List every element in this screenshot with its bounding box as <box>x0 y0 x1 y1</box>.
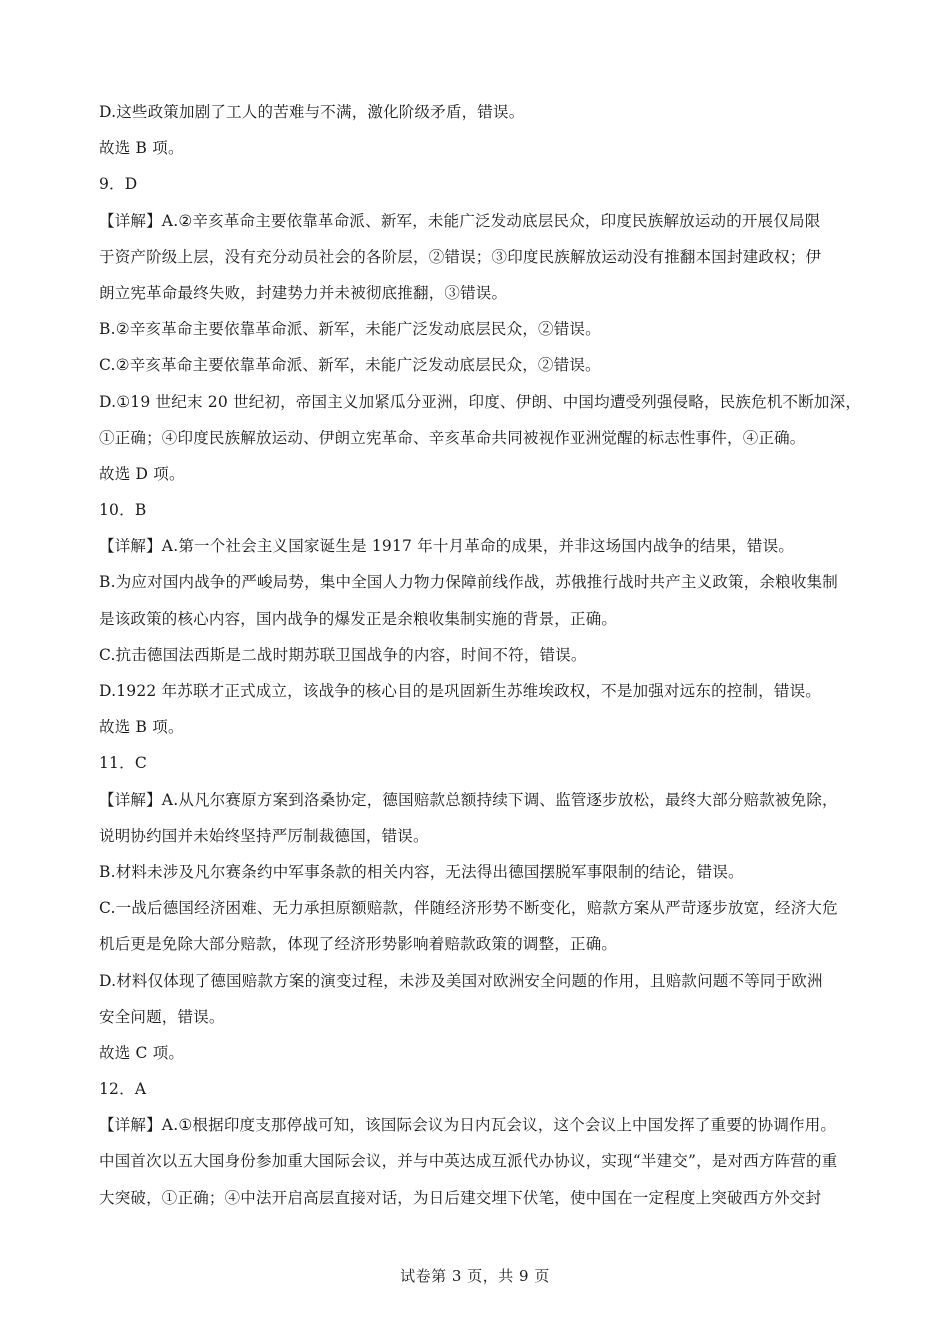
text-line: 中国首次以五大国身份参加重大国际会议，并与中英达成互派代办协议，实现“半建交”，是对西方阵营的重 <box>99 1152 838 1171</box>
text-line: 【详解】A.从凡尔赛原方案到洛桑协定，德国赔款总额持续下调、监管逐步放松，最终大部分赔款被免除， <box>99 790 838 809</box>
text-line: 故选 D 项。 <box>99 464 185 483</box>
text-line: B.为应对国内战争的严峻局势，集中全国人力物力保障前线作战，苏俄推行战时共产主义政策，余粮收集制 <box>99 573 838 592</box>
text-line: C.②辛亥革命主要依靠革命派、新军，未能广泛发动底层民众，②错误。 <box>99 356 601 375</box>
text-line: 大突破，①正确；④中法开启高层直接对话，为日后建交埋下伏笔，使中国在一定程度上突破西方外交封 <box>99 1188 822 1207</box>
question-answer-heading: 9．D <box>99 175 138 194</box>
text-line: D.①19 世纪末 20 世纪初，帝国主义加紧瓜分亚洲，印度、伊朗、中国均遭受列强侵略，民族危机不断加深， <box>99 392 862 411</box>
text-line: 故选 B 项。 <box>99 718 184 737</box>
text-line: 【详解】A.②辛亥革命主要依靠革命派、新军，未能广泛发动底层民众，印度民族解放运动的开展仅局限 <box>99 211 821 230</box>
text-line: 机后更是免除大部分赔款，体现了经济形势影响着赔款政策的调整，正确。 <box>99 935 618 954</box>
answer-explanations <box>99 94 869 1216</box>
text-line: 【详解】A.①根据印度支那停战可知，该国际会议为日内瓦会议，这个会议上中国发挥了重要的协调作用。 <box>99 1116 837 1135</box>
text-line: D.这些政策加剧了工人的苦难与不满，激化阶级矛盾，错误。 <box>99 103 525 121</box>
text-line: D.1922 年苏联才正式成立，该战争的核心目的是巩固新生苏维埃政权，不是加强对远东的控制，错误。 <box>99 682 821 700</box>
text-line: C.抗击德国法西斯是二战时期苏联卫国战争的内容，时间不符，错误。 <box>99 645 587 664</box>
question-answer-heading: 10．B <box>99 501 147 520</box>
text-line: ①正确；④印度民族解放运动、伊朗立宪革命、辛亥革命共同被视作亚洲觉醒的标志性事件，④正确。 <box>99 428 806 447</box>
text-line: D.材料仅体现了德国赔款方案的演变过程，未涉及美国对欧洲安全问题的作用，且赔款问题不等同于欧洲 <box>99 971 823 990</box>
text-line: 【详解】A.第一个社会主义国家诞生是 1917 年十月革命的成果，并非这场国内战争的结果，错误。 <box>99 537 795 556</box>
text-line: 安全问题，错误。 <box>99 1007 225 1026</box>
text-line: 故选 B 项。 <box>99 139 184 158</box>
text-line: C.一战后德国经济困难、无力承担原额赔款，伴随经济形势不断变化，赔款方案从严苛逐步放宽，经济大危 <box>99 899 838 918</box>
page-footer: 试卷第 3 页，共 9 页 <box>400 1267 550 1285</box>
text-line: 朗立宪革命最终失败，封建势力并未被彻底推翻，③错误。 <box>99 283 508 302</box>
text-line: B.材料未涉及凡尔赛条约中军事条款的相关内容，无法得出德国摆脱军事限制的结论，错误。 <box>99 862 744 881</box>
text-line: 故选 C 项。 <box>99 1043 185 1062</box>
text-line: 是该政策的核心内容，国内战争的爆发正是余粮收集制实施的背景，正确。 <box>99 609 618 628</box>
question-answer-heading: 12．A <box>99 1080 147 1099</box>
text-line: 说明协约国并未始终坚持严厉制裁德国，错误。 <box>99 826 429 845</box>
question-answer-heading: 11．C <box>99 754 147 773</box>
text-line: B.②辛亥革命主要依靠革命派、新军，未能广泛发动底层民众，②错误。 <box>99 320 601 339</box>
text-line: 于资产阶级上层，没有充分动员社会的各阶层，②错误；③印度民族解放运动没有推翻本国封建政权；伊 <box>99 247 822 266</box>
